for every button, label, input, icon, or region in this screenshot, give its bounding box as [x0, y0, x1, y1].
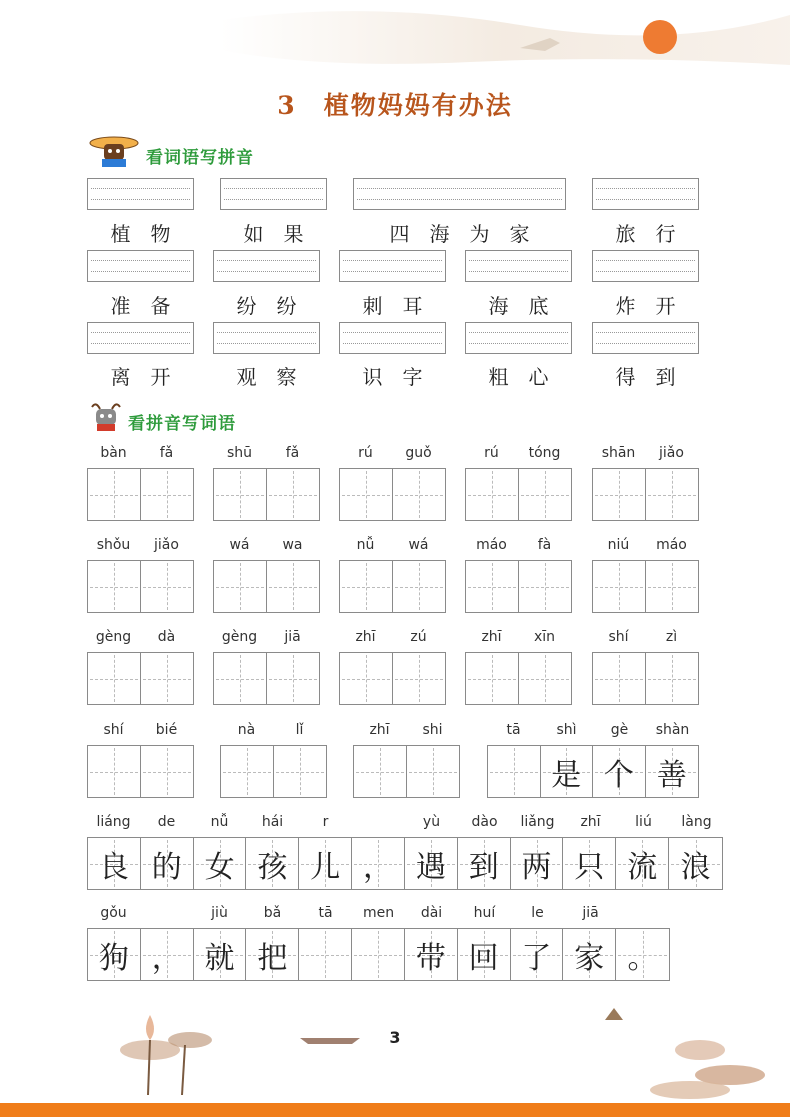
cell-char: 回 [468, 940, 499, 976]
pinyin-label: tā [506, 722, 521, 738]
word-label: 观 察 [236, 365, 297, 389]
word-label: 旅 行 [615, 222, 676, 246]
pinyin-answer-box[interactable] [87, 322, 194, 354]
cell-char: 是 [551, 757, 582, 793]
cell-char: 孩 [257, 849, 288, 885]
pinyin-label: zhī [355, 629, 376, 645]
pinyin-label: fǎ [285, 445, 300, 461]
pinyin-label: gèng [95, 629, 132, 645]
grid-cell[interactable] [466, 561, 519, 612]
pinyin-label: shān [601, 445, 636, 461]
pinyin-label: gǒu [100, 905, 127, 921]
cell-char: 流 [627, 849, 658, 885]
word-label: 植 物 [110, 222, 171, 246]
filled-cell [405, 929, 458, 980]
filled-cell [194, 929, 247, 980]
pinyin-label: zhī [580, 814, 601, 830]
grid-cell[interactable] [593, 561, 646, 612]
grid-cell[interactable] [88, 561, 141, 612]
pinyin-label: jiā [284, 629, 301, 645]
writing-grid[interactable] [339, 468, 446, 521]
grid-cell[interactable] [519, 653, 572, 704]
pinyin-answer-box[interactable] [339, 250, 446, 282]
cell-char: 的 [151, 849, 182, 885]
filled-cell [593, 746, 646, 797]
writing-grid[interactable] [87, 652, 194, 705]
pinyin-label: rú [358, 445, 373, 461]
pinyin-answer-box[interactable] [339, 322, 446, 354]
pinyin-label: jiǎo [659, 445, 684, 461]
filled-cell [352, 838, 405, 889]
pinyin-label: shì [556, 722, 577, 738]
sentence-grid [87, 928, 670, 981]
word-label: 如 果 [243, 222, 304, 246]
section1-heading: 看词语写拼音 [146, 148, 254, 168]
grid-cell[interactable] [267, 653, 320, 704]
grid-cell[interactable] [466, 653, 519, 704]
cell-char: 遇 [415, 849, 446, 885]
sentence-grid [487, 745, 699, 798]
pinyin-label: shàn [655, 722, 690, 738]
pinyin-label: bàn [100, 445, 127, 461]
grid-cell[interactable] [214, 653, 267, 704]
cell-char: 就 [204, 940, 235, 976]
pinyin-label: shí [103, 722, 124, 738]
pinyin-label: shū [226, 445, 253, 461]
word-label: 粗 心 [488, 365, 549, 389]
filled-cell [246, 838, 299, 889]
filled-cell [563, 838, 616, 889]
pinyin-answer-box[interactable] [220, 178, 327, 210]
pinyin-answer-box[interactable] [465, 322, 572, 354]
sentence-grid [87, 837, 723, 890]
filled-cell [88, 929, 141, 980]
pinyin-label: liǎng [520, 814, 555, 830]
pinyin-label: máo [656, 537, 687, 553]
grid-cell[interactable] [141, 561, 194, 612]
pinyin-label: gèng [221, 629, 258, 645]
farmer-mascot-icon [88, 132, 140, 168]
filled-cell [299, 838, 352, 889]
cell-char: 。 [627, 940, 658, 976]
pinyin-label: de [157, 814, 176, 830]
pinyin-label: wá [229, 537, 250, 553]
pinyin-label: rú [484, 445, 499, 461]
grid-cell[interactable] [340, 469, 393, 520]
pinyin-label: yù [422, 814, 441, 830]
grid-cell[interactable] [646, 561, 699, 612]
cell-char: 了 [521, 940, 552, 976]
pinyin-label: bié [155, 722, 178, 738]
grid-cell[interactable] [88, 469, 141, 520]
cell-char: ， [363, 849, 394, 885]
word-label: 刺 耳 [362, 294, 423, 318]
writing-grid[interactable] [353, 745, 460, 798]
filled-cell [541, 746, 594, 797]
pinyin-label: r [322, 814, 329, 830]
filled-cell [616, 929, 669, 980]
writing-grid[interactable] [87, 468, 194, 521]
writing-grid[interactable] [87, 560, 194, 613]
cell-char: 良 [98, 849, 129, 885]
grid-cell[interactable] [214, 561, 267, 612]
grid-cell[interactable] [141, 469, 194, 520]
grid-cell[interactable] [221, 746, 274, 797]
pinyin-label: fǎ [159, 445, 174, 461]
pinyin-label: dài [420, 905, 443, 921]
filled-cell [141, 929, 194, 980]
sun-icon [643, 20, 677, 54]
grid-cell[interactable] [646, 653, 699, 704]
word-label: 离 开 [110, 365, 171, 389]
writing-grid[interactable] [592, 652, 699, 705]
pinyin-label: dào [471, 814, 498, 830]
pinyin-label: shǒu [96, 537, 131, 553]
grid-cell[interactable] [519, 469, 572, 520]
filled-cell [511, 838, 564, 889]
word-label: 识 字 [362, 365, 423, 389]
writing-grid[interactable] [220, 745, 327, 798]
word-label: 四 海 为 家 [389, 222, 530, 246]
filled-cell [563, 929, 616, 980]
pinyin-label: zú [410, 629, 427, 645]
pinyin-label: nǚ [356, 537, 375, 553]
filled-cell [458, 838, 511, 889]
pinyin-answer-box[interactable] [353, 178, 566, 210]
cell-char: 女 [204, 849, 235, 885]
filled-cell [194, 838, 247, 889]
grid-cell[interactable] [141, 746, 194, 797]
grid-cell[interactable] [299, 929, 352, 980]
grid-cell[interactable] [340, 561, 393, 612]
filled-cell [88, 838, 141, 889]
cell-char: 狗 [98, 940, 129, 976]
page-number: 3 [389, 1028, 401, 1047]
pinyin-label: tóng [528, 445, 561, 461]
cell-char: 两 [521, 849, 552, 885]
pinyin-label: dà [157, 629, 176, 645]
page-title: 3 植物妈妈有办法 [277, 91, 513, 120]
filled-cell [616, 838, 669, 889]
grid-cell[interactable] [393, 469, 446, 520]
grid-cell[interactable] [407, 746, 460, 797]
pinyin-label: lǐ [295, 722, 304, 738]
grid-cell[interactable] [593, 469, 646, 520]
pinyin-answer-box[interactable] [213, 322, 320, 354]
cell-char: 带 [415, 940, 446, 976]
grid-cell[interactable] [646, 469, 699, 520]
cell-char: 个 [603, 757, 634, 793]
pinyin-answer-box[interactable] [465, 250, 572, 282]
writing-grid[interactable] [339, 560, 446, 613]
filled-cell [458, 929, 511, 980]
filled-cell [669, 838, 722, 889]
filled-cell [141, 838, 194, 889]
word-label: 海 底 [488, 294, 549, 318]
writing-grid[interactable] [465, 652, 572, 705]
word-label: 得 到 [615, 365, 676, 389]
filled-cell [511, 929, 564, 980]
pinyin-label: zhī [481, 629, 502, 645]
pinyin-label: liáng [96, 814, 131, 830]
pinyin-label: guǒ [405, 445, 432, 461]
cell-char: 儿 [310, 849, 341, 885]
pinyin-label: zhī [369, 722, 390, 738]
cell-char: 只 [574, 849, 605, 885]
filled-cell [246, 929, 299, 980]
pinyin-answer-box[interactable] [213, 250, 320, 282]
pinyin-label: hái [261, 814, 284, 830]
pinyin-label: le [531, 905, 544, 921]
grid-cell[interactable] [267, 469, 320, 520]
writing-grid[interactable] [213, 468, 320, 521]
header-decoration [220, 0, 790, 70]
writing-grid[interactable] [213, 560, 320, 613]
writing-grid[interactable] [87, 745, 194, 798]
pinyin-label: huí [473, 905, 496, 921]
grid-cell[interactable] [519, 561, 572, 612]
pinyin-label: zì [665, 629, 678, 645]
grid-cell[interactable] [214, 469, 267, 520]
pinyin-label: nǚ [210, 814, 229, 830]
cell-char: 浪 [680, 849, 711, 885]
grid-cell[interactable] [141, 653, 194, 704]
pinyin-label: tā [318, 905, 333, 921]
word-label: 纷 纷 [236, 294, 297, 318]
pinyin-answer-box[interactable] [592, 178, 699, 210]
pinyin-label: nà [237, 722, 256, 738]
writing-grid[interactable] [213, 652, 320, 705]
cell-char: 善 [656, 757, 687, 793]
grid-cell[interactable] [466, 469, 519, 520]
grid-cell[interactable] [593, 653, 646, 704]
cell-char: 家 [574, 940, 605, 976]
cell-char: ， [151, 940, 182, 976]
grid-cell[interactable] [88, 653, 141, 704]
section2-heading: 看拼音写词语 [128, 414, 236, 434]
grid-cell[interactable] [274, 746, 327, 797]
cell-char: 把 [257, 940, 288, 976]
pinyin-label: làng [681, 814, 712, 830]
grid-cell[interactable] [340, 653, 393, 704]
ox-mascot-icon [88, 401, 124, 433]
writing-grid[interactable] [465, 468, 572, 521]
pinyin-label: shi [422, 722, 443, 738]
grid-cell[interactable] [352, 929, 405, 980]
writing-grid[interactable] [465, 560, 572, 613]
pinyin-label: fà [537, 537, 552, 553]
pinyin-label: máo [476, 537, 507, 553]
pinyin-label: shí [608, 629, 629, 645]
bottom-bar [0, 1103, 790, 1117]
filled-cell [405, 838, 458, 889]
pinyin-label: wa [282, 537, 303, 553]
grid-cell[interactable] [88, 746, 141, 797]
writing-grid[interactable] [592, 468, 699, 521]
pinyin-label: wá [408, 537, 429, 553]
pinyin-label: men [362, 905, 395, 921]
pinyin-label: jiā [582, 905, 599, 921]
grid-cell[interactable] [488, 746, 541, 797]
pinyin-answer-box[interactable] [592, 250, 699, 282]
word-label: 炸 开 [615, 294, 676, 318]
grid-cell[interactable] [267, 561, 320, 612]
pinyin-label: bǎ [263, 905, 282, 921]
word-label: 准 备 [110, 294, 171, 318]
pinyin-label: jiǎo [154, 537, 179, 553]
pinyin-label: niú [607, 537, 630, 553]
pinyin-label: gè [610, 722, 629, 738]
writing-grid[interactable] [339, 652, 446, 705]
pinyin-answer-box[interactable] [592, 322, 699, 354]
cell-char: 到 [468, 849, 499, 885]
pinyin-answer-box[interactable] [87, 250, 194, 282]
pinyin-label: liú [635, 814, 652, 830]
writing-grid[interactable] [592, 560, 699, 613]
pinyin-label: xīn [533, 629, 556, 645]
pinyin-label: jiù [211, 905, 228, 921]
grid-cell[interactable] [354, 746, 407, 797]
grid-cell[interactable] [393, 653, 446, 704]
grid-cell[interactable] [393, 561, 446, 612]
filled-cell [646, 746, 699, 797]
pinyin-answer-box[interactable] [87, 178, 194, 210]
